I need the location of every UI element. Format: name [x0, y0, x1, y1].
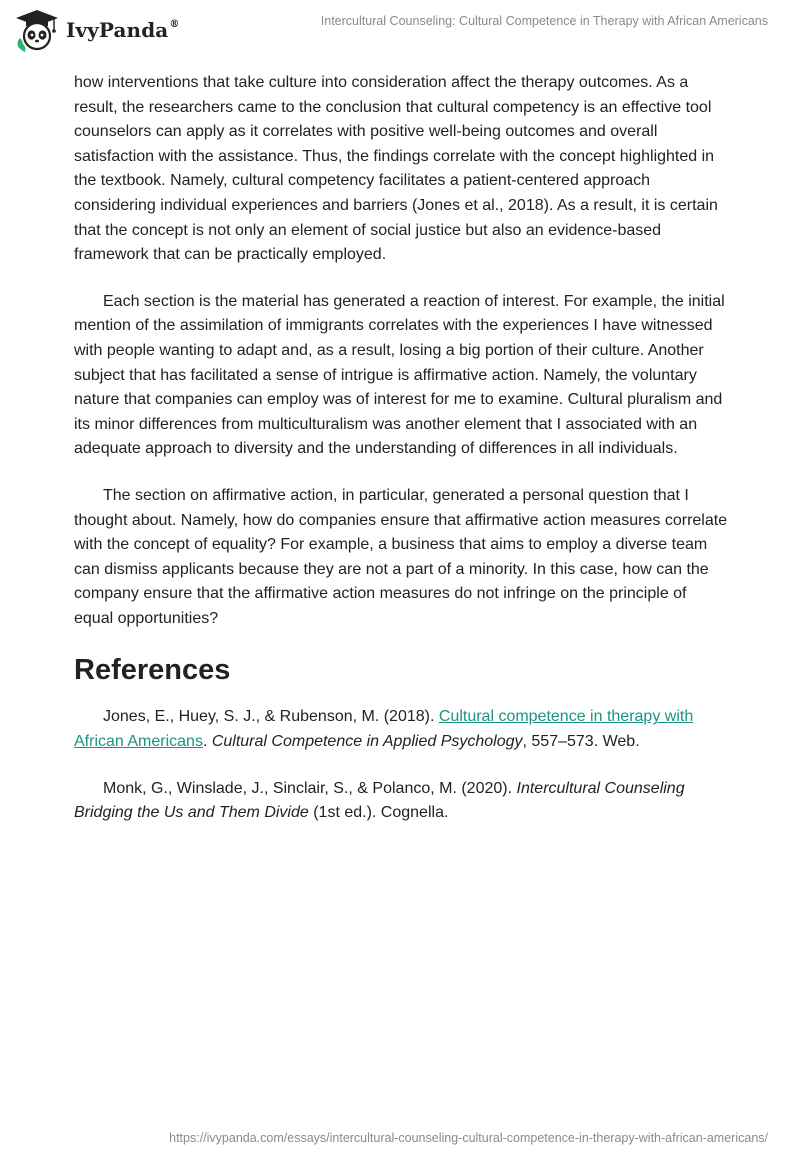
panda-graduate-icon — [14, 8, 60, 52]
body-paragraph: The section on affirmative action, in particular, generated a personal question that I thought about. Namely, how do companies ensure that affirmative action measures correlate with the concept of equality? For example, a business that aims to employ a diverse team can dismiss applicants because they are not a part of a minority. In this case, how can the company ensure that the affirmative action measures do not infringe on the principle of equal opportunities? — [74, 486, 728, 627]
reference-item: Monk, G., Winslade, J., Sinclair, S., & Polanco, M. (2020). Intercultural Counseling Bridging the Us and Them Divide (1st ed.). Cognella. — [74, 779, 685, 822]
reference-item: Jones, E., Huey, S. J., & Rubenson, M. (2018). Cultural competence in therapy with African Americans. Cultural Competence in Applied Psychology, 557–573. Web. — [74, 708, 694, 751]
body-paragraph: Each section is the material has generated a reaction of interest. For example, the initial mention of the assimilation of immigrants correlates with the experiences I have witnessed with people wanting to adapt and, as a result, losing a big portion of their culture. Another subject that has facilitated a sense of intrigue is affirmative action. Namely, the voluntary nature that companies can employ was of interest for me to examine. Cultural pluralism and its minor differences from multiculturalism was another element that I associated with an adequate approach to diversity and the understanding of differences in all individuals. — [74, 292, 725, 458]
ivypanda-logo[interactable] — [14, 8, 179, 52]
essay-content — [74, 71, 729, 848]
reference-link[interactable]: Cultural competence in therapy with African Americans — [74, 708, 694, 751]
page-header — [0, 0, 800, 66]
source-url[interactable]: https://ivypanda.com/essays/intercultural-counseling-cultural-competence-in-therapy-with-african-americans/ — [169, 1131, 768, 1145]
document-title: Intercultural Counseling: Cultural Competence in Therapy with African Americans — [320, 14, 768, 28]
body-paragraph: how interventions that take culture into consideration affect the therapy outcomes. As a result, the researchers came to the conclusion that cultural competency is an effective tool counselors can apply as it correlates with positive well-being outcomes and overall satisfaction with the assistance. Thus, the findings correlate with the concept highlighted in the textbook. Namely, cultural competency facilitates a patient-centered approach considering individual experiences and barriers (Jones et al., 2018). As a result, it is certain that the concept is not only an element of social justice but also an evidence-based framework that can be practically employed. — [74, 74, 718, 264]
brand-name: IvyPanda® — [66, 18, 180, 42]
references-heading: References — [74, 654, 231, 687]
